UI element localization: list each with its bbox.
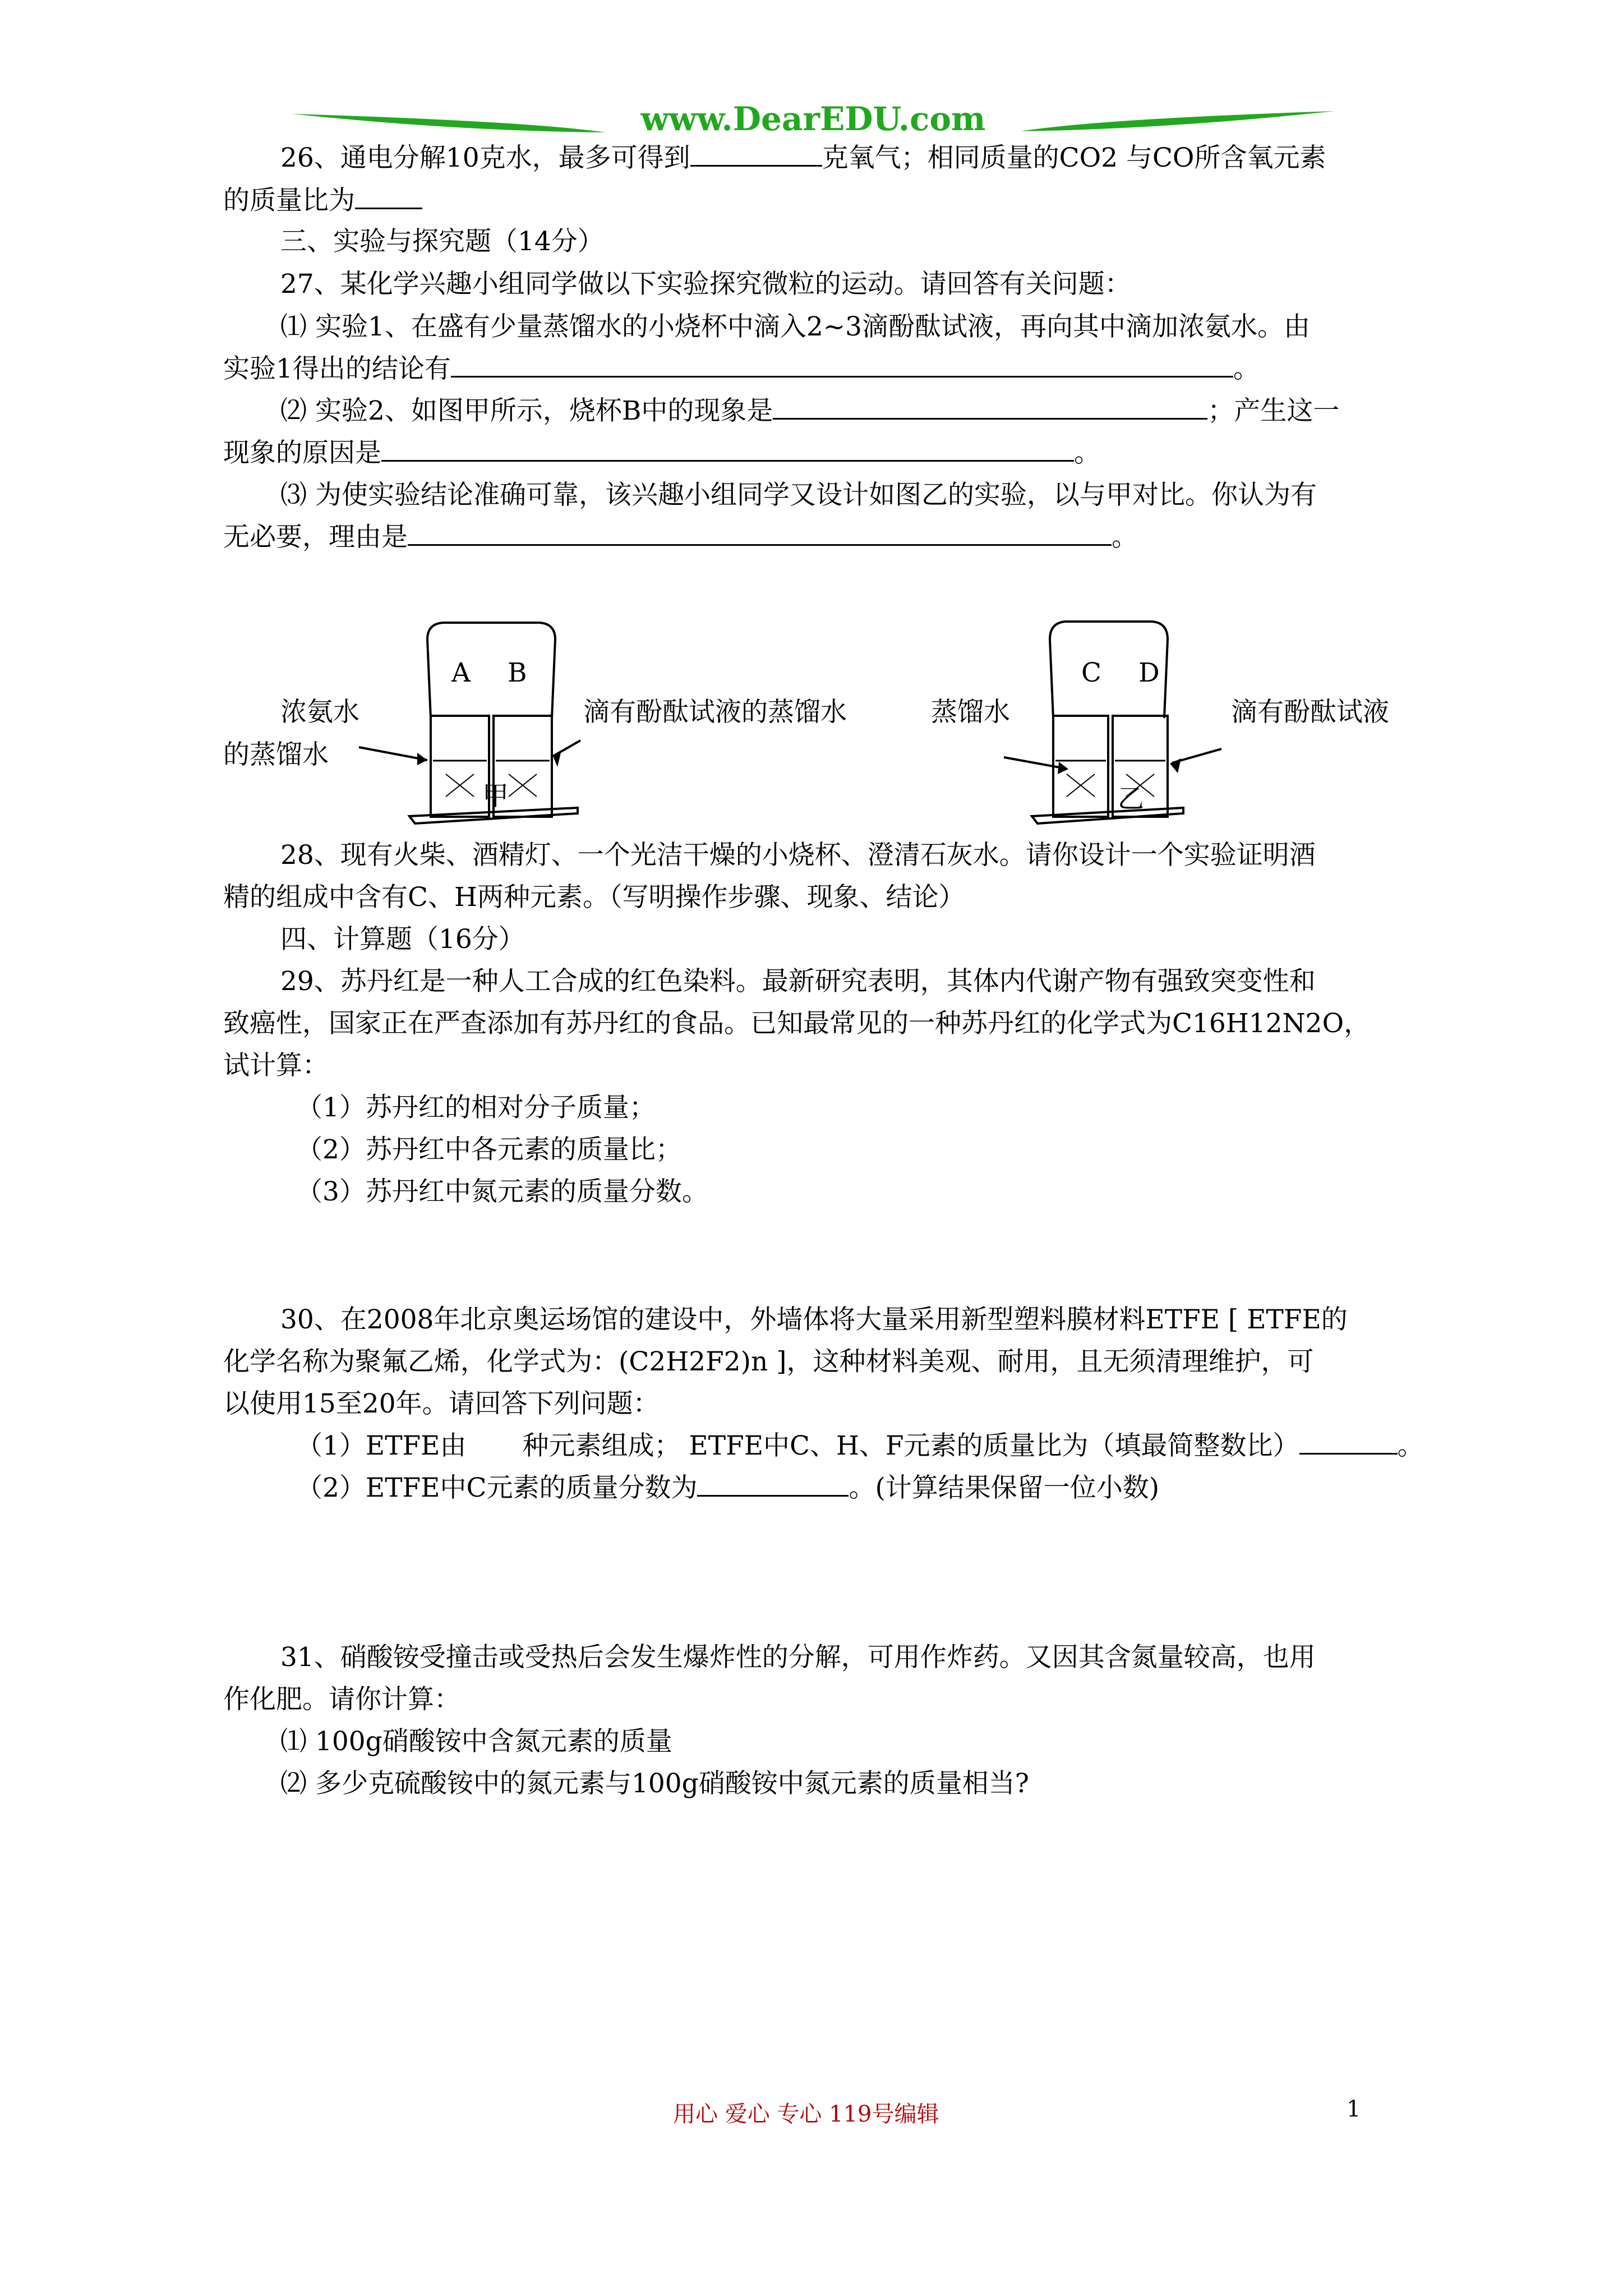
answer-blank[interactable] bbox=[690, 141, 822, 167]
q31-line-2: 作化肥。请你计算： bbox=[223, 1684, 460, 1715]
q26-line-1: 26、通电分解10克水，最多可得到 克氧气；相同质量的CO2 与CO所含氧元素 bbox=[280, 142, 1326, 173]
answer-blank[interactable] bbox=[773, 394, 1207, 420]
q27-p3-line-2: 无必要，理由是 。 bbox=[223, 522, 1138, 553]
answer-blank[interactable] bbox=[381, 436, 1074, 462]
q27-p1-line-2: 实验1得出的结论有 。 bbox=[223, 353, 1260, 384]
figure-jia-caption: 甲 bbox=[482, 781, 509, 812]
answer-blank[interactable] bbox=[697, 1471, 849, 1497]
q27-p1-line-1: ⑴ 实验1、在盛有少量蒸馏水的小烧杯中滴入2~3滴酚酞试液，再向其中滴加浓氨水。由 bbox=[280, 311, 1311, 342]
beaker-b-label: B bbox=[508, 657, 527, 688]
phenolphthalein-label-yi: 滴有酚酞试液 bbox=[1231, 697, 1389, 728]
q29-line-3: 试计算： bbox=[223, 1050, 329, 1081]
figure-yi bbox=[0, 606, 1623, 830]
ammonia-label: 浓氨水 bbox=[280, 697, 359, 728]
q31-sub-2: ⑵ 多少克硫酸铵中的氮元素与100g硝酸铵中氮元素的质量相当? bbox=[280, 1768, 1029, 1799]
section-4-heading: 四、计算题（16分） bbox=[280, 924, 525, 955]
phenolphthalein-water-label: 滴有酚酞试液的蒸馏水 bbox=[583, 697, 847, 728]
answer-blank[interactable] bbox=[451, 352, 1233, 378]
distilled-water-label: 的蒸馏水 bbox=[223, 739, 329, 770]
q29-sub-2: （2）苏丹红中各元素的质量比； bbox=[296, 1134, 682, 1165]
answer-blank[interactable] bbox=[1299, 1429, 1398, 1455]
beaker-d-label: D bbox=[1138, 657, 1160, 688]
page-number: 1 bbox=[1347, 2096, 1361, 2122]
footer-text: 用心 爱心 专心 119号编辑 bbox=[673, 2101, 939, 2127]
q30-sub-1: （1）ETFE由 种元素组成； ETFE中C、H、F元素的质量比为（填最简整数比） 。 bbox=[296, 1430, 1424, 1461]
q28-line-2: 精的组成中含有C、H两种元素。（写明操作步骤、现象、结论） bbox=[223, 882, 965, 913]
q29-line-1: 29、苏丹红是一种人工合成的红色染料。最新研究表明，其体内代谢产物有强致突变性和 bbox=[280, 966, 1316, 997]
q30-line-2: 化学名称为聚氟乙烯，化学式为：(C2H2F2)n ]，这种材料美观、耐用，且无须清理维护，可 bbox=[223, 1346, 1314, 1377]
q26-line-2: 的质量比为 bbox=[223, 184, 422, 218]
beaker-a-label: A bbox=[451, 657, 471, 688]
q27-intro: 27、某化学兴趣小组同学做以下实验探究微粒的运动。请回答有关问题： bbox=[280, 269, 1131, 300]
beaker-c-label: C bbox=[1081, 657, 1101, 688]
q31-line-1: 31、硝酸铵受撞击或受热后会发生爆炸性的分解，可用作炸药。又因其含氮量较高，也用 bbox=[280, 1642, 1316, 1673]
figure-yi-caption: 乙 bbox=[1118, 784, 1144, 815]
q29-line-2: 致癌性，国家正在严查添加有苏丹红的食品。已知最常见的一种苏丹红的化学式为C16H12N2O， bbox=[223, 1008, 1371, 1039]
q29-sub-1: （1）苏丹红的相对分子质量； bbox=[296, 1092, 656, 1123]
q27-p2-line-2: 现象的原因是 。 bbox=[223, 438, 1100, 468]
q28-line-1: 28、现有火柴、酒精灯、一个光洁干燥的小烧杯、澄清石灰水。请你设计一个实验证明酒 bbox=[280, 840, 1316, 871]
q29-sub-3: （3）苏丹红中氮元素的质量分数。 bbox=[296, 1176, 708, 1207]
answer-blank[interactable] bbox=[355, 184, 422, 209]
q30-sub-2: （2）ETFE中C元素的质量分数为 。(计算结果保留一位小数) bbox=[296, 1473, 1160, 1503]
answer-blank[interactable] bbox=[408, 521, 1112, 546]
q27-p2-line-1: ⑵ 实验2、如图甲所示，烧杯B中的现象是 ；产生这一 bbox=[280, 395, 1340, 426]
distilled-water-label-yi: 蒸馏水 bbox=[931, 697, 1010, 728]
q31-sub-1: ⑴ 100g硝酸铵中含氮元素的质量 bbox=[280, 1726, 672, 1757]
site-logo-text: www.DearEDU.com bbox=[640, 100, 986, 138]
q30-line-3: 以使用15至20年。请回答下列问题： bbox=[223, 1388, 660, 1419]
section-3-heading: 三、实验与探究题（14分） bbox=[280, 226, 604, 257]
q27-p3-line-1: ⑶ 为使实验结论准确可靠，该兴趣小组同学又设计如图乙的实验，以与甲对比。你认为有 bbox=[280, 480, 1317, 510]
q30-line-1: 30、在2008年北京奥运场馆的建设中，外墙体将大量采用新型塑料膜材料ETFE [ ETFE的 bbox=[280, 1304, 1348, 1335]
